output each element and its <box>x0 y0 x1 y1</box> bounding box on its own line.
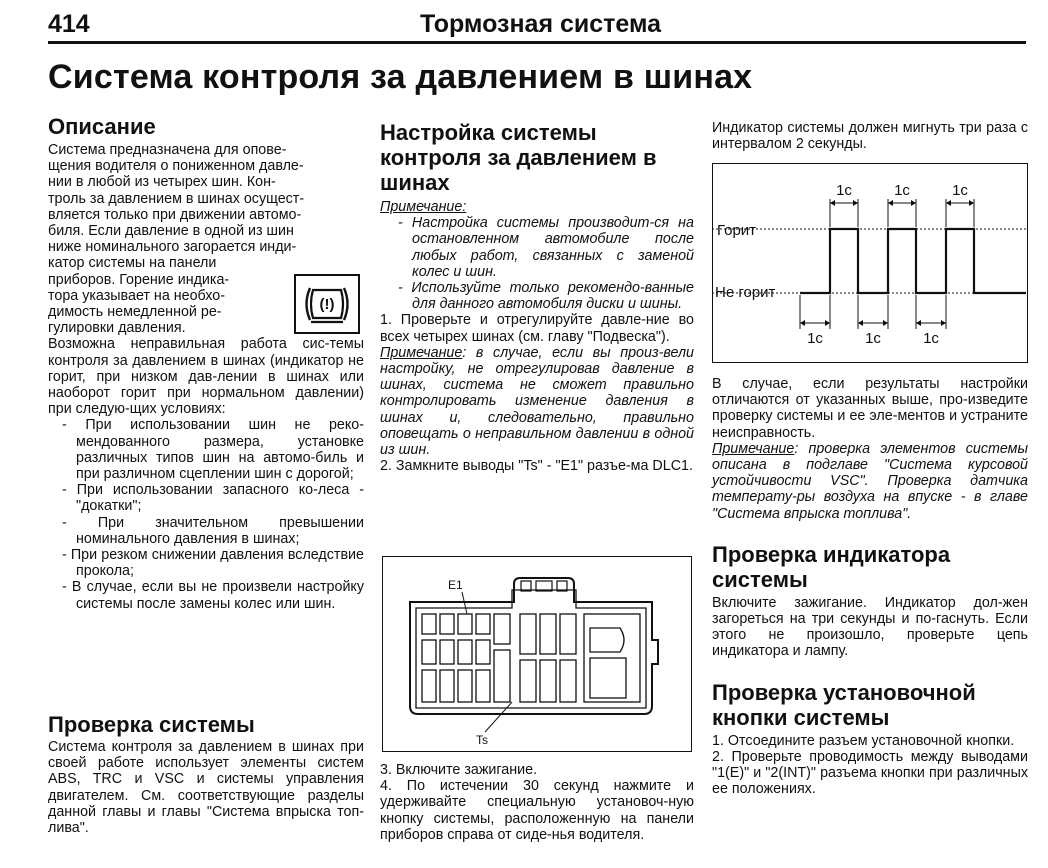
indicator-check-paragraph: Включите зажигание. Индикатор дол-жен загореться на три секунды и по-гаснуть. Если этого не произошло, проверьте цепь индикатора и лампу. <box>712 594 1028 660</box>
dlc1-connector-diagram <box>382 556 692 752</box>
step-3: 3. Включите зажигание. <box>380 762 538 778</box>
top-interval-label: 1с <box>952 182 968 199</box>
ts-label: Ts <box>476 733 488 747</box>
text-line: нии в любой из четырех шин. Кон- <box>48 174 276 191</box>
bottom-interval-label: 1с <box>923 330 939 347</box>
page-title: Система контроля за давлением в шинах <box>48 58 753 96</box>
button-check-step-1: 1. Отсоедините разъем установочной кнопки. <box>712 732 1015 749</box>
section-title: Тормозная система <box>420 10 662 38</box>
on-label: Горит <box>717 222 757 239</box>
column-2-bottom <box>380 762 694 843</box>
page-number: 414 <box>48 10 90 38</box>
column-3 <box>712 120 1028 152</box>
note-label: Примечание: <box>380 199 467 215</box>
step-4: 4. По истечении 30 секунд нажмите и удерживайте специальную установоч-ную кнопку системы, расположенную на панели приборов справа от сиде-нья водителя. <box>380 778 694 843</box>
text-line: вляется только при движении автомо- <box>48 206 302 223</box>
condition-item: - При использовании запасного ко-леса - "докатки"; <box>62 482 364 515</box>
note-2 <box>380 345 694 458</box>
note-3 <box>712 441 1028 522</box>
button-check-step-2: 2. Проверьте проводимость между выводами "1(E)" и "2(INT)" разъема кнопки при различных ее положениях. <box>712 748 1028 798</box>
text-line: ниже номинального загорается инди- <box>48 239 297 256</box>
text-line: димость немедленной ре- <box>48 304 222 321</box>
blink-intro: Индикатор системы должен мигнуть три раза с интервалом 2 секунды. <box>712 120 1028 153</box>
text-line: щения водителя о пониженном давле- <box>48 158 304 175</box>
text-line: приборов. Горение индика- <box>48 271 230 288</box>
header-rule <box>48 41 1026 44</box>
condition-item: - При использовании шин не реко-мендованного размера, установке различных типов шин на автомо-биль и при различном сцеплении шин с дорогой; <box>62 417 364 483</box>
text-line: катор системы на панели <box>48 255 217 272</box>
text-line: троль за давлением в шинах осущест- <box>48 190 305 207</box>
column-1 <box>48 114 364 612</box>
note-item: - Используйте только рекомендо-ванные для данного автомобиля диски и шины. <box>398 280 694 313</box>
conditions-intro: Возможна неправильная работа сис-темы контроля за давлением в шинах (индикатор не горит, при низком дав-лении в шинах или наоборот горит при нормальном давлении) при следую-щих условиях: <box>48 336 364 418</box>
bottom-interval-label: 1с <box>865 330 881 347</box>
result-paragraph: В случае, если результаты настройки отличаются от указанных выше, про-изведите проверку системы и ее эле-ментов и устраните неисправность. <box>712 376 1028 441</box>
column-2 <box>380 120 694 474</box>
heading-indicator-check: Проверка индикатора системы <box>712 541 951 592</box>
top-interval-label: 1с <box>836 182 852 199</box>
bottom-interval-label: 1с <box>807 330 823 347</box>
column-3-bottom <box>712 376 1028 797</box>
condition-item: - При резком снижении давления вследствие прокола; <box>62 547 364 580</box>
note-item: - Настройка системы производит-ся на остановленном автомобиле после любых работ, связанных с заменой колес и шин. <box>398 215 694 280</box>
column-1-bottom <box>48 712 364 836</box>
text-line: Система предназначена для опове- <box>48 142 287 158</box>
text-line: тора указывает на необхо- <box>48 287 225 304</box>
note-3-text: : проверка элементов системы описана в подглаве "Система курсовой устойчивости VSC". Проверка датчика температу-ры воздуха на впуске - в главе "Система впрыска топлива". <box>712 440 1028 522</box>
top-interval-label: 1с <box>894 182 910 199</box>
heading-description: Описание <box>48 114 156 139</box>
step-2: 2. Замкните выводы "Ts" - "E1" разъе-ма DLC1. <box>380 458 693 475</box>
heading-system-check: Проверка системы <box>48 712 255 737</box>
heading-button-check: Проверка установочной кнопки системы <box>712 679 976 730</box>
condition-item: - В случае, если вы не произвели настройку системы после замены колес или шин. <box>62 579 364 612</box>
off-label: Не горит <box>715 284 776 301</box>
text-line: гулировки давления. <box>48 320 186 337</box>
text-line: биля. Если давление в одной из шин <box>48 223 294 240</box>
indicator-timing-diagram <box>712 163 1028 363</box>
condition-item: - При значительном превышении номинального давления в шинах; <box>62 514 364 547</box>
e1-label: E1 <box>448 578 463 592</box>
step-1: 1. Проверьте и отрегулируйте давле-ние во всех четырех шинах (см. главу "Подвеска"). <box>380 312 694 345</box>
svg-text:(!): (!) <box>319 296 335 313</box>
note-2-label: Примечание <box>380 344 463 361</box>
note-3-label: Примечание <box>712 440 795 457</box>
tire-pressure-indicator-icon <box>294 274 360 334</box>
heading-setup: Настройка системы контроля за давлением в шинах <box>380 120 657 195</box>
system-check-paragraph: Система контроля за давлением в шинах при своей работе использует элементы систем ABS, TRC и VSC и системы управления двигателем. См. соответствующие разделы данной главы и главы "Система впрыска топ-лива". <box>48 739 364 837</box>
note-2-text: : в случае, если вы произ-вели настройку, не отрегулировав давление в шинах, система не сможет правильно контролировать изменение давления в шинах и, следовательно, правильно оповещать о неправильном давлении в одной из шин. <box>380 344 694 459</box>
